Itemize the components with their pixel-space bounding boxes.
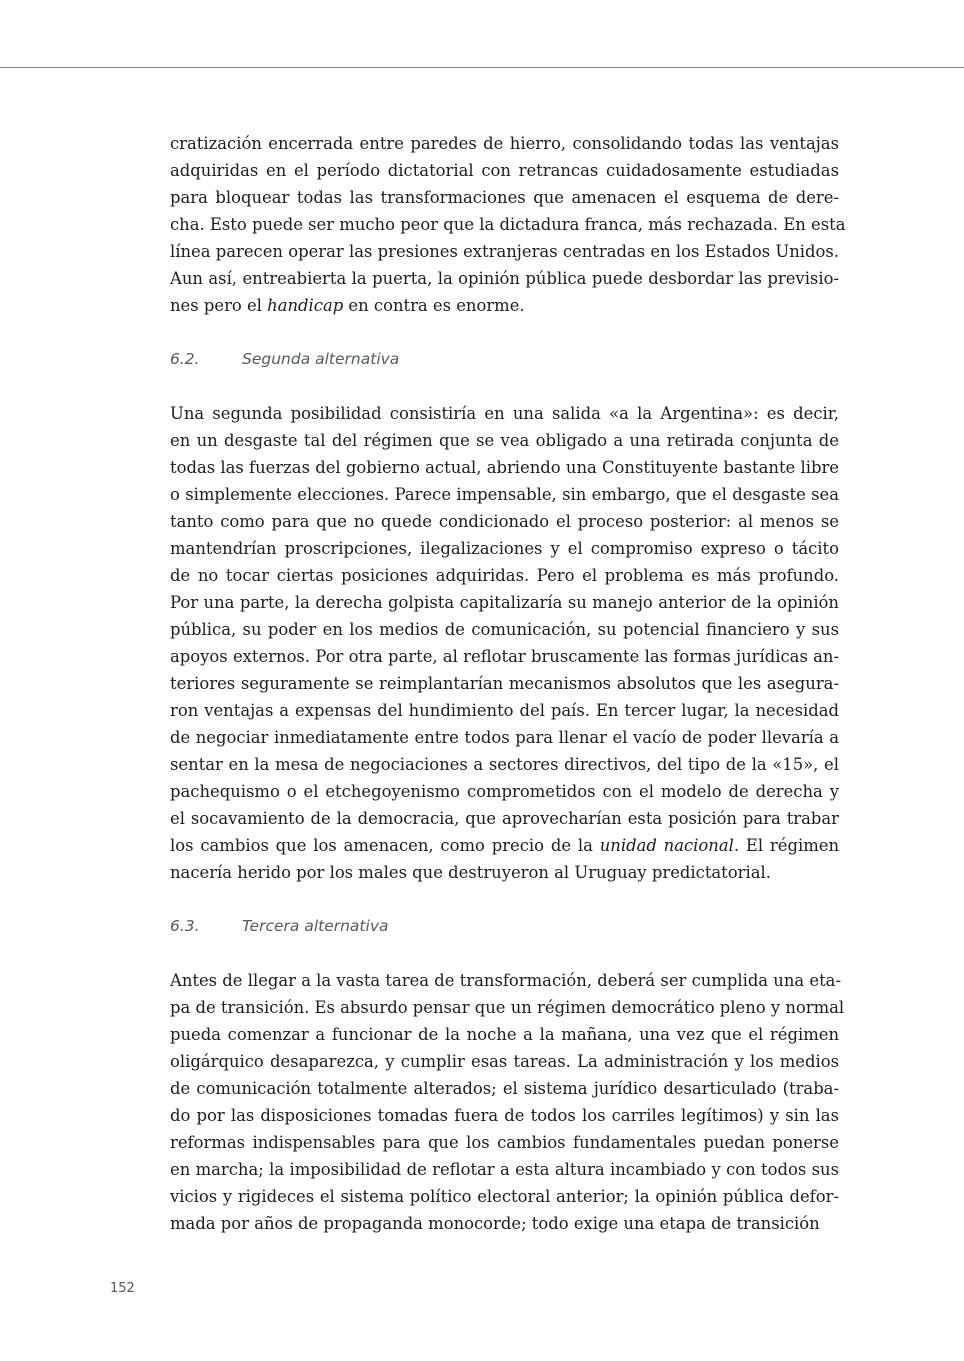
text-line: oligárquico desaparezca, y cumplir esas tareas. La administración y los medios — [170, 1052, 839, 1071]
header-rule — [0, 67, 964, 68]
text-line: o simplemente elecciones. Parece impensable, sin embargo, que el desgaste sea — [170, 485, 839, 504]
text-line: en marcha; la imposibilidad de reflotar a esta altura incambiado y con todos sus — [170, 1160, 839, 1179]
text-line: reformas indispensables para que los cambios fundamentales puedan ponerse — [170, 1133, 839, 1152]
text-line: Una segunda posibilidad consistiría en una salida «a la Argentina»: es decir, — [170, 404, 839, 423]
text-line: cha. Esto puede ser mucho peor que la dictadura franca, más rechazada. En esta — [170, 215, 846, 234]
text-line: línea parecen operar las presiones extranjeras centradas en los Estados Unidos. — [170, 242, 839, 261]
emphasis-text: handicap — [267, 296, 344, 315]
text-line: de comunicación totalmente alterados; el sistema jurídico desarticulado (traba- — [170, 1079, 839, 1098]
text-line: vicios y rigideces el sistema político electoral anterior; la opinión pública defor- — [170, 1187, 839, 1206]
paragraph-tercera-alternativa — [170, 967, 845, 1237]
page-number: 152 — [110, 1281, 135, 1296]
paragraph-segunda-alternativa — [170, 400, 839, 886]
text-line: do por las disposiciones tomadas fuera de todos los carriles legítimos) y sin las — [170, 1106, 839, 1125]
text-line: mada por años de propaganda monocorde; todo exige una etapa de transición — [170, 1214, 820, 1233]
text-line: pachequismo o el etchegoyenismo comprometidos con el modelo de derecha y — [170, 782, 839, 801]
text-line: pública, su poder en los medios de comunicación, su potencial financiero y sus — [170, 620, 839, 639]
section-number: 6.3. — [170, 917, 200, 935]
paragraph-intro-continuation — [170, 130, 846, 319]
text-line: mantendrían proscripciones, ilegalizaciones y el compromiso expreso o tácito — [170, 539, 839, 558]
text-line: en un desgaste tal del régimen que se vea obligado a una retirada conjunta de — [170, 431, 839, 450]
text-line: para bloquear todas las transformaciones que amenacen el esquema de dere- — [170, 188, 839, 207]
section-heading-6-3 — [170, 913, 839, 940]
text-line: Por una parte, la derecha golpista capitalizaría su manejo anterior de la opinión — [170, 593, 839, 612]
text-line: todas las fuerzas del gobierno actual, abriendo una Constituyente bastante libre — [170, 458, 839, 477]
text-line: apoyos externos. Por otra parte, al reflotar bruscamente las formas jurídicas an- — [170, 647, 839, 666]
text-line: teriores seguramente se reimplantarían mecanismos absolutos que les asegura- — [170, 674, 839, 693]
text-line: los cambios que los amenacen, como precio de la unidad nacional. El régimen — [170, 836, 839, 855]
section-heading-6-2 — [170, 346, 839, 373]
page-body — [170, 130, 846, 1237]
text-line: de negociar inmediatamente entre todos para llenar el vacío de poder llevaría a — [170, 728, 839, 747]
text-line: el socavamiento de la democracia, que aprovecharían esta posición para trabar — [170, 809, 839, 828]
emphasis-text: unidad nacional — [599, 836, 734, 855]
text-line: Aun así, entreabierta la puerta, la opinión pública puede desbordar las previsio- — [170, 269, 839, 288]
text-line: tanto como para que no quede condicionado el proceso posterior: al menos se — [170, 512, 839, 531]
text-line: de no tocar ciertas posiciones adquiridas. Pero el problema es más profundo. — [170, 566, 839, 585]
text-line: Antes de llegar a la vasta tarea de transformación, deberá ser cumplida una eta- — [170, 971, 841, 990]
text-line: ron ventajas a expensas del hundimiento del país. En tercer lugar, la necesidad — [170, 701, 839, 720]
section-title: Tercera alternativa — [242, 917, 389, 935]
text-line: cratización encerrada entre paredes de hierro, consolidando todas las ventajas — [170, 134, 839, 153]
text-line: pa de transición. Es absurdo pensar que un régimen democrático pleno y normal — [170, 998, 845, 1017]
text-line: sentar en la mesa de negociaciones a sectores directivos, del tipo de la «15», el — [170, 755, 839, 774]
text-line: adquiridas en el período dictatorial con retrancas cuidadosamente estudiadas — [170, 161, 839, 180]
text-line: pueda comenzar a funcionar de la noche a la mañana, una vez que el régimen — [170, 1025, 839, 1044]
text-line: nacería herido por los males que destruyeron al Uruguay predictatorial. — [170, 863, 771, 882]
text-line: nes pero el handicap en contra es enorme. — [170, 296, 525, 315]
section-number: 6.2. — [170, 350, 200, 368]
section-title: Segunda alternativa — [242, 350, 400, 368]
